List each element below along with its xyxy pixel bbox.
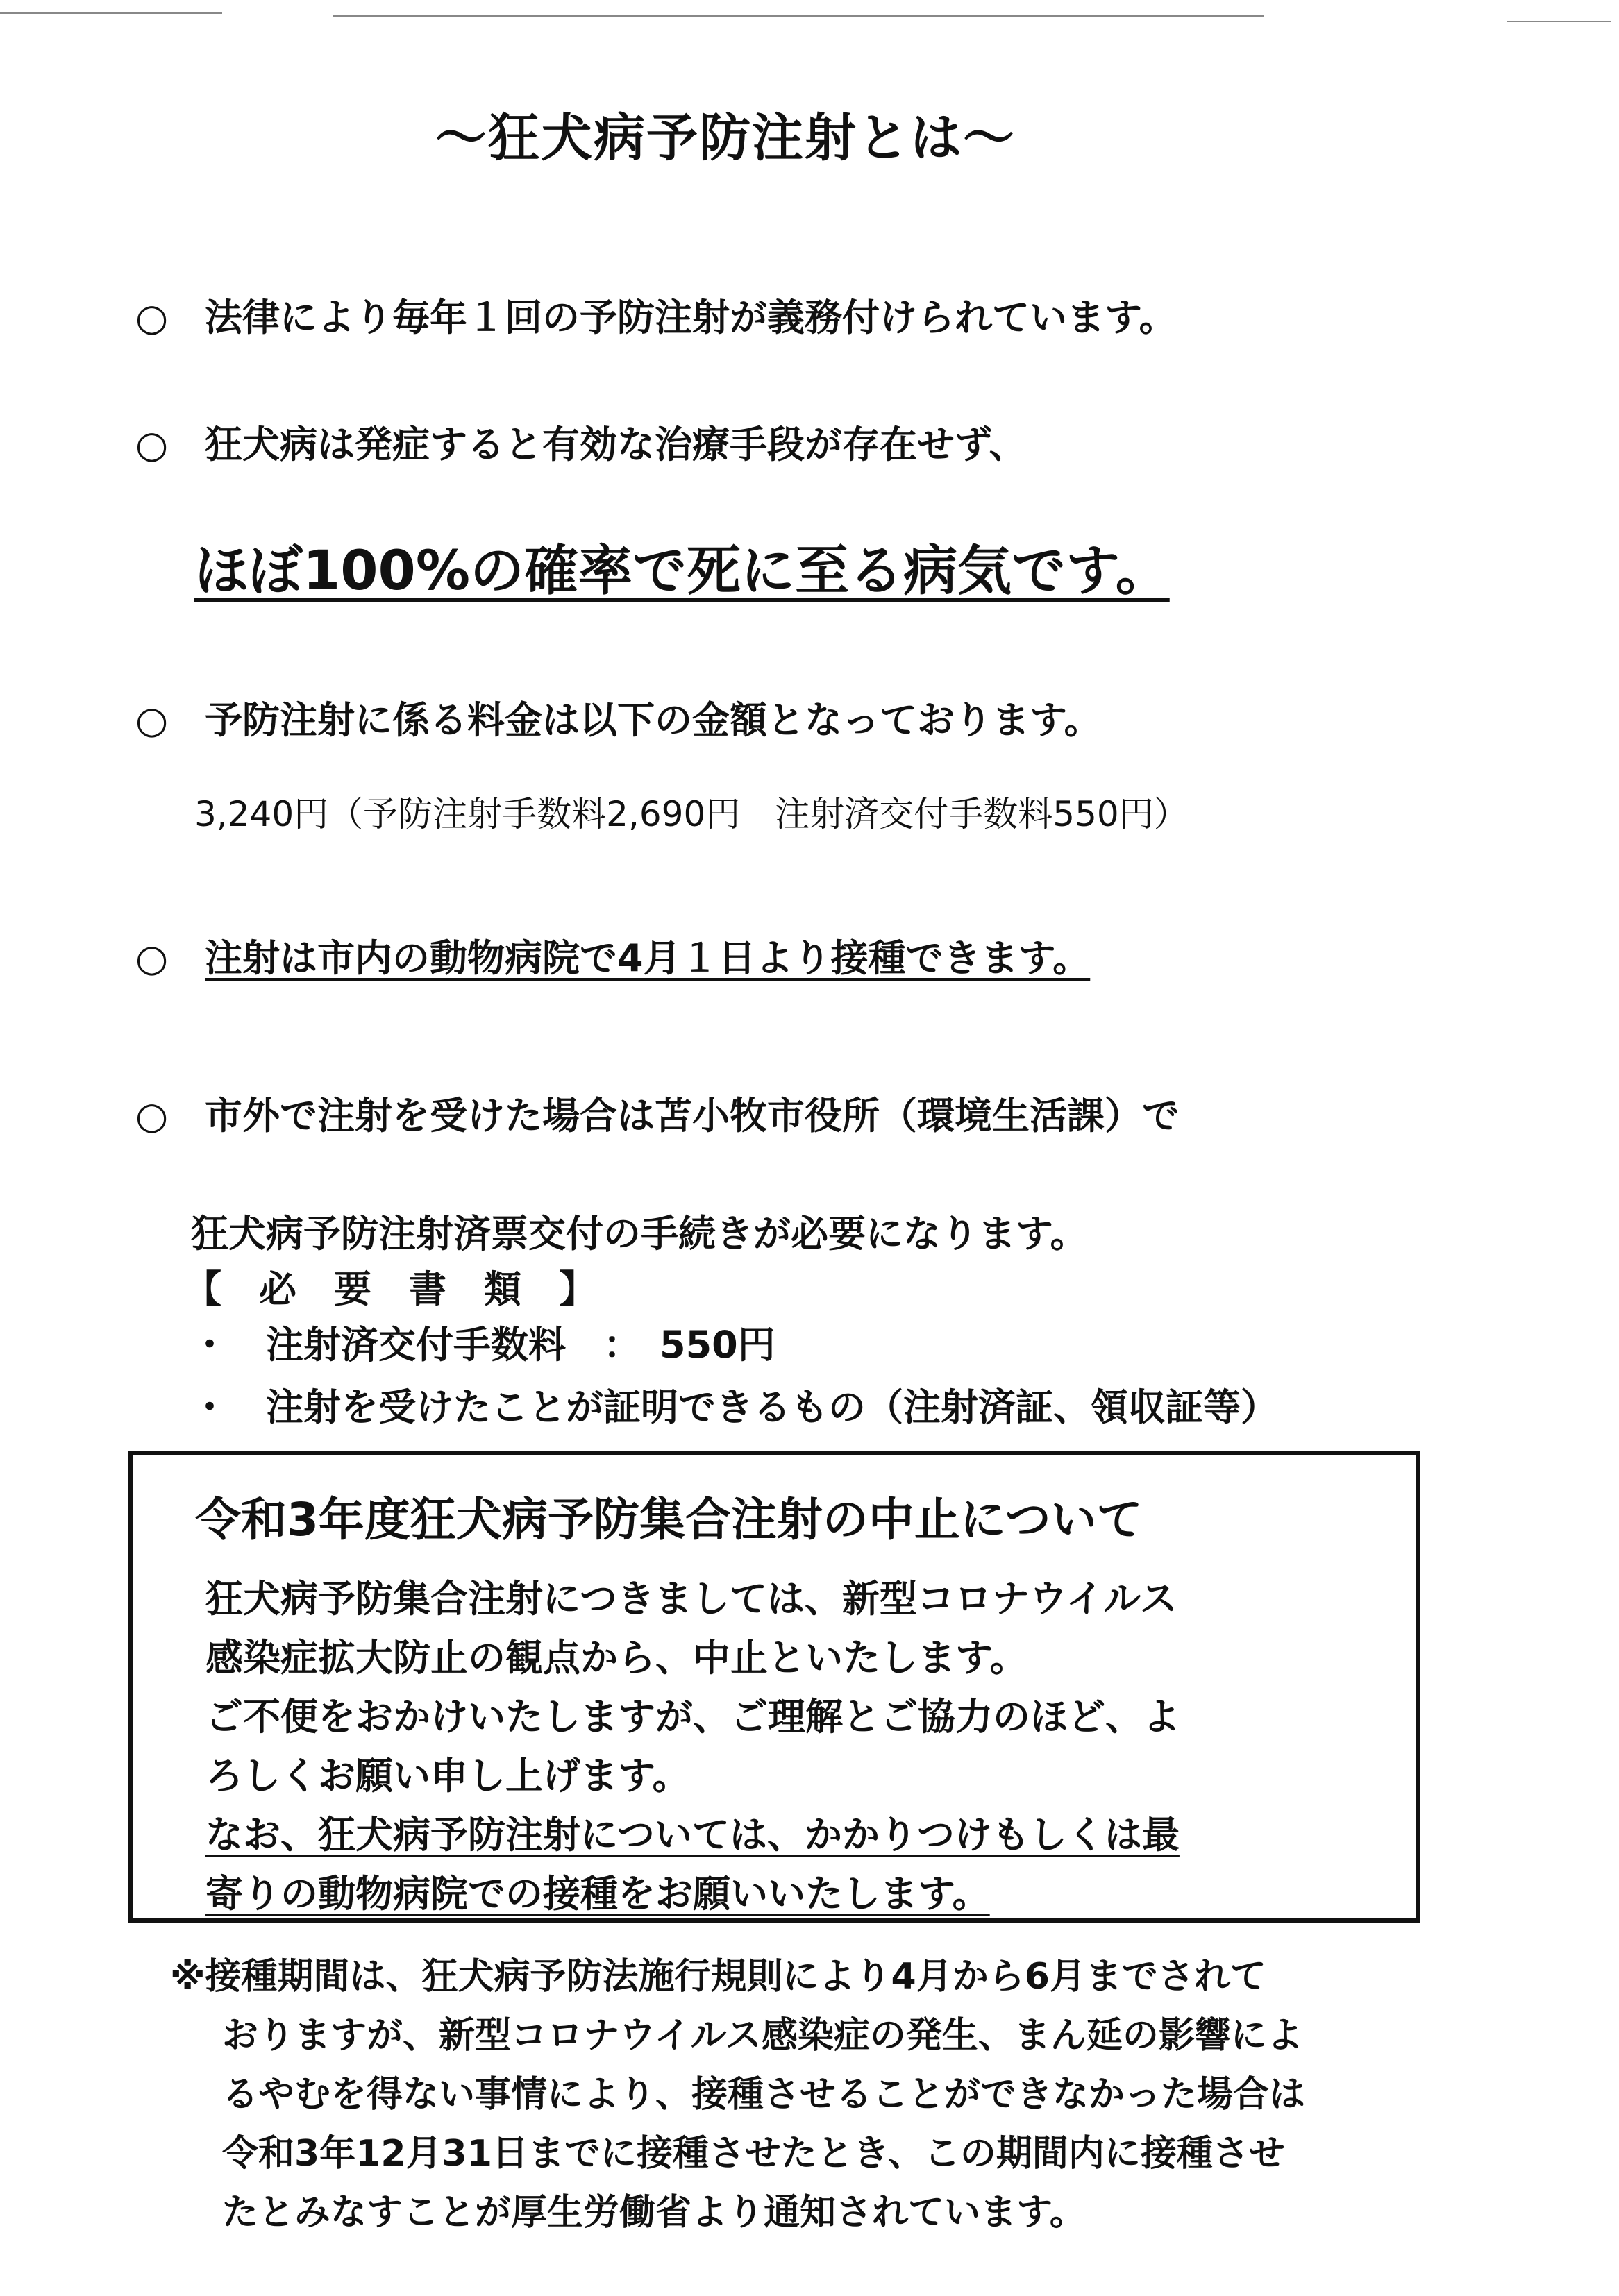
- item-text: 予防注射に係る料金は以下の金額となっております。: [205, 698, 1102, 742]
- notice-line: 寄りの動物病院での接種をお願いいたします。: [205, 1872, 990, 1916]
- notice-line: なお、狂犬病予防注射については、かかりつけもしくは最: [205, 1813, 1180, 1857]
- item-text: 注射は市内の動物病院で4月１日より接種できます。: [205, 936, 1091, 980]
- footnote-line: るやむを得ない事情により、接種させることができなかった場合は: [222, 2074, 1306, 2116]
- list-item: [135, 691, 1102, 744]
- list-item: [135, 415, 1027, 469]
- list-item: [135, 1086, 1180, 1140]
- document-item: ・ 注射を受けたことが証明できるもの（注射済証、領収証等）: [191, 1385, 1278, 1429]
- emphasis-text: ほぼ100%の確率で死に至る病気です。: [194, 540, 1170, 602]
- documents-header: 【 必 要 書 類 】: [184, 1267, 596, 1311]
- footnote-line: ※接種期間は、狂犬病予防法施行規則により4月から6月までされて: [170, 1956, 1266, 1998]
- list-item: [135, 288, 1177, 341]
- scan-edge-line: [1507, 21, 1611, 22]
- bullet-circle-icon: ○: [135, 698, 169, 742]
- notice-title: 令和3年度狂犬病予防集合注射の中止について: [195, 1493, 1143, 1546]
- bullet-circle-icon: ○: [135, 296, 169, 339]
- bullet-circle-icon: ○: [135, 936, 169, 980]
- page-title: ～狂犬病予防注射とは～: [435, 108, 1016, 168]
- bullet-circle-icon: ○: [135, 423, 169, 466]
- item-text: 法律により毎年１回の予防注射が義務付けられています。: [205, 296, 1177, 339]
- fee-detail: 3,240円（予防注射手数料2,690円 注射済交付手数料550円）: [194, 794, 1189, 834]
- item-text: 狂犬病は発症すると有効な治療手段が存在せず、: [205, 423, 1027, 466]
- procedure-line: 狂犬病予防注射済票交付の手続きが必要になります。: [191, 1212, 1088, 1256]
- notice-box: [128, 1451, 1420, 1923]
- scan-edge-line: [333, 15, 1264, 17]
- footnote-line: 令和3年12月31日までに接種させたとき、この期間内に接種させ: [222, 2133, 1285, 2175]
- item-text: 市外で注射を受けた場合は苫小牧市役所（環境生活課）で: [205, 1094, 1180, 1138]
- scan-edge-line: [0, 12, 222, 14]
- notice-line: ろしくお願い申し上げます。: [205, 1754, 690, 1798]
- notice-line: 感染症拡大防止の観点から、中止といたします。: [205, 1636, 1027, 1680]
- footnote-line: おりますが、新型コロナウイルス感染症の発生、まん延の影響によ: [222, 2015, 1303, 2057]
- notice-line: 狂犬病予防集合注射につきましては、新型コロナウイルス: [205, 1577, 1177, 1621]
- list-item: [135, 929, 1090, 982]
- notice-line: ご不便をおかけいたしますが、ご理解とご協力のほど、よ: [205, 1695, 1180, 1739]
- document-item: ・ 注射済交付手数料 ： 550円: [191, 1323, 775, 1367]
- bullet-circle-icon: ○: [135, 1094, 169, 1138]
- footnote-line: たとみなすことが厚生労働省より通知されています。: [222, 2192, 1086, 2234]
